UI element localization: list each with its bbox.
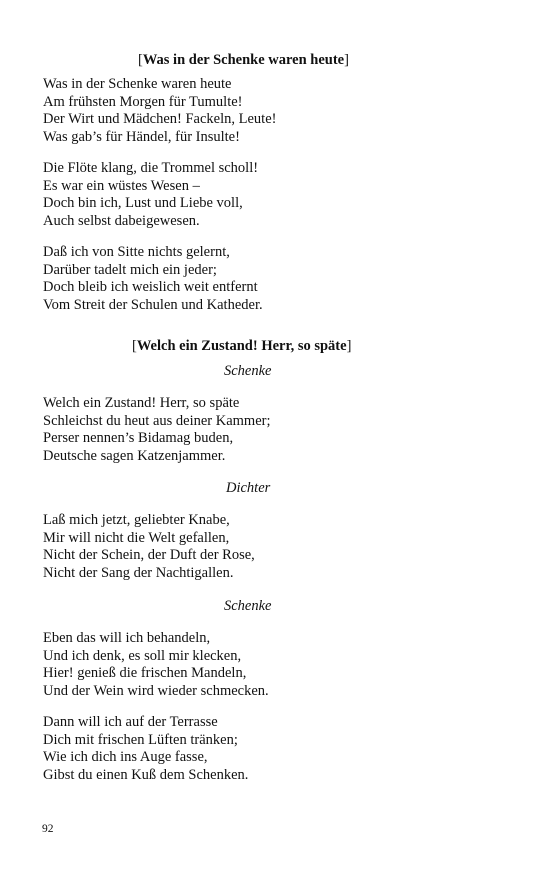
verse-line: Mir will nicht die Welt gefallen, [43, 529, 230, 546]
verse-line: Doch bleib ich weislich weit entfernt [43, 279, 258, 295]
title-bracket-close: ] [344, 52, 349, 68]
title-bracket-open: [ [132, 338, 137, 354]
speaker-label: Schenke [224, 598, 272, 614]
stanza [43, 76, 276, 146]
verse-line: Und der Wein wird wieder schmecken. [43, 682, 269, 699]
verse-line: Der Wirt und Mädchen! Fackeln, Leute! [43, 111, 277, 127]
verse-line: Dich mit frischen Lüften tränken; [43, 731, 238, 748]
verse-line: Die Flöte klang, die Trommel scholl! [43, 160, 259, 176]
stanza [43, 630, 269, 700]
verse-line: Wie ich dich ins Auge fasse, [43, 749, 208, 765]
verse-line: Auch selbst dabeigewesen. [43, 212, 200, 229]
verse-line: Darüber tadelt mich ein jeder; [43, 261, 217, 278]
poem-title-text: Was in der Schenke waren heute [142, 52, 345, 68]
poem-title-text: Welch ein Zustand! Herr, so späte [136, 338, 347, 354]
verse-line: Dann will ich auf der Terrasse [43, 714, 218, 730]
title-bracket-close: ] [346, 338, 352, 354]
verse-line: Nicht der Schein, der Duft der Rose, [43, 547, 255, 563]
verse-line: Schleichst du heut aus deiner Kammer; [43, 412, 271, 429]
stanza [43, 244, 263, 314]
verse-line: Nicht der Sang der Nachtigallen. [43, 564, 234, 581]
title-bracket-open: [ [138, 52, 143, 68]
verse-line: Deutsche sagen Katzenjammer. [43, 447, 226, 464]
stanza [43, 512, 255, 582]
verse-line: Vom Streit der Schulen und Katheder. [43, 296, 263, 313]
verse-line: Perser nennen’s Bidamag buden, [43, 430, 234, 446]
page-number: 92 [42, 823, 54, 835]
verse-line: Eben das will ich behandeln, [43, 630, 211, 646]
verse-line: Was gab’s für Händel, für Insulte! [43, 128, 240, 145]
speaker-label: Schenke [224, 363, 272, 379]
speaker-label: Dichter [226, 480, 271, 496]
verse-line: Gibst du einen Kuß dem Schenken. [43, 766, 249, 783]
verse-line: Hier! genieß die frischen Mandeln, [43, 665, 247, 681]
verse-line: Welch ein Zustand! Herr, so späte [43, 395, 240, 411]
verse-line: Daß ich von Sitte nichts gelernt, [43, 244, 230, 260]
verse-line: Es war ein wüstes Wesen – [43, 177, 200, 194]
verse-line: Doch bin ich, Lust und Liebe voll, [43, 195, 243, 211]
verse-line: Was in der Schenke waren heute [43, 76, 232, 92]
verse-line: Und ich denk, es soll mir klecken, [43, 647, 242, 664]
stanza [43, 714, 248, 784]
stanza [43, 160, 258, 230]
stanza [43, 395, 271, 465]
verse-line: Am frühsten Morgen für Tumulte! [43, 93, 243, 110]
verse-line: Laß mich jetzt, geliebter Knabe, [43, 512, 230, 528]
poem-title [138, 51, 349, 69]
poem-title [132, 337, 351, 355]
